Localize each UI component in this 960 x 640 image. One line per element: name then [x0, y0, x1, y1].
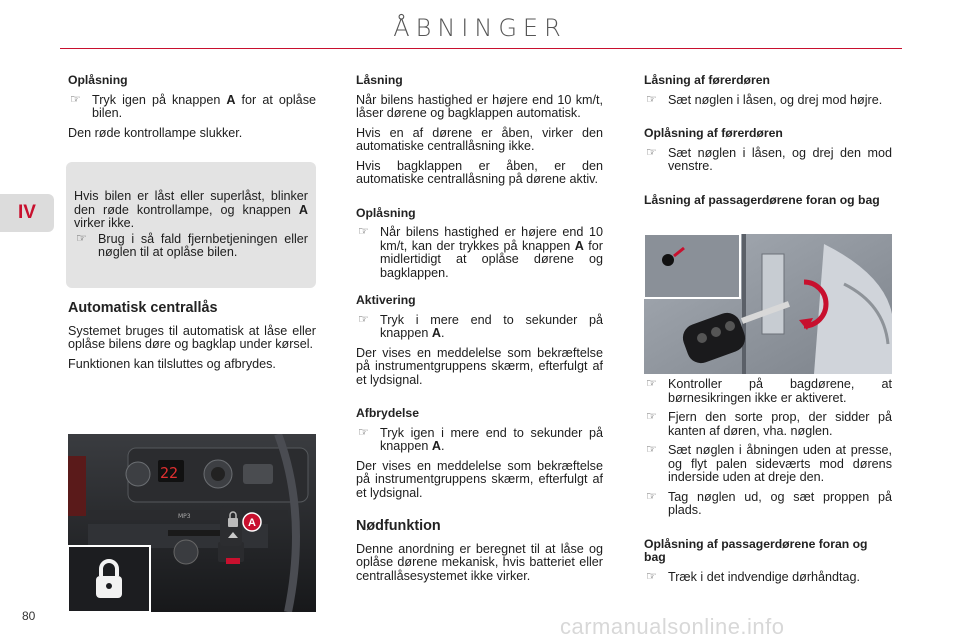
info-box — [66, 162, 316, 288]
deactivation-p: Der vises en meddelelse som bekræftelse på instrumentgruppens skærm, efterfulgt af et lydsignal. — [356, 458, 603, 500]
column-3 — [644, 74, 892, 213]
emergency-p: Denne anordning er beregnet til at låse og oplåse dørene mekanisk, hvis batteriet eller centrallåsesystemet ikke virker. — [356, 541, 603, 583]
column-1-lower — [68, 302, 316, 377]
header-divider — [60, 48, 902, 49]
bullet-driver-lock: ☞ Sæt nøglen i låsen, og drej mod højre. — [644, 94, 892, 108]
key-a: A — [574, 238, 584, 253]
dashboard-console-photo — [68, 434, 316, 612]
temperature-display: 22 — [160, 464, 179, 482]
heading-emergency: Nødfunktion — [356, 518, 441, 534]
heading-passenger-lock: Låsning af passagerdørene foran og bag — [644, 192, 880, 207]
info-text — [74, 190, 308, 231]
bullet-remove-plug: ☞ Fjern den sorte prop, der sidder på kanten af døren, vha. nøglen. — [644, 411, 892, 438]
heading-deactivation: Afbrydelse — [356, 406, 419, 420]
heading-passenger-unlock: Oplåsning af passagerdørene foran og bag — [644, 536, 868, 564]
text: Når bilens hastighed er højere end 10 km/t, kan der trykkes på knappen — [380, 225, 603, 253]
auto-p2: Funktionen kan tilsluttes og afbrydes. — [68, 356, 276, 371]
text: . — [440, 326, 445, 340]
text: . — [440, 439, 445, 453]
heading-unlocking: Oplåsning — [356, 205, 416, 220]
watermark: carmanualsonline.info — [560, 614, 785, 639]
text: Tryk igen i mere end to sekunder på knappen — [380, 425, 603, 453]
bullet-activation — [356, 314, 603, 341]
unlock-note: Den røde kontrollampe slukker. — [68, 125, 243, 140]
bullet-unlock — [68, 94, 316, 121]
bullet-deactivation — [356, 427, 603, 454]
page-number: 80 — [22, 609, 36, 623]
column-2 — [356, 74, 603, 589]
heading-locking: Låsning — [356, 73, 403, 87]
chapter-tab-label: IV — [18, 202, 36, 223]
bullet-passenger-unlock: ☞ Træk i det indvendige dørhåndtag. — [644, 571, 892, 585]
text: virker ikke. — [74, 216, 135, 230]
page-title: ÅBNINGER — [393, 14, 567, 42]
callout-a-label: A — [248, 517, 256, 529]
activation-p: Der vises en meddelelse som bekræftelse på instrumentgruppens skærm, efterfulgt af et lydsignal. — [356, 345, 603, 387]
radio-label: MP3 — [178, 513, 191, 520]
lock-p2: Hvis en af dørene er åben, virker den automatiske centrallåsning ikke. — [356, 125, 603, 153]
heading-auto-lock: Automatisk centrallås — [68, 300, 218, 316]
column-3-lower — [644, 378, 892, 590]
heading-unlock: Oplåsning — [68, 73, 128, 87]
key-a: A — [226, 92, 236, 107]
bullet-child-lock: ☞ Kontroller på bagdørene, at børnesikringen ikke er aktiveret. — [644, 378, 892, 405]
lock-p1: Når bilens hastighed er højere end 10 km/t, låser dørene og bagklappen automatisk. — [356, 92, 603, 120]
bullet-replace-plug: ☞ Tag nøglen ud, og sæt proppen på plads. — [644, 491, 892, 518]
key-a: A — [431, 326, 441, 340]
chapter-tab — [0, 194, 54, 232]
bullet-insert-key: ☞ Sæt nøglen i åbningen uden at presse, og flyt palen sideværts mod dørens inderside uden at dreje den. — [644, 444, 892, 485]
door-plug — [662, 254, 674, 266]
info-bullet: ☞ Brug i så fald fjernbetjeningen eller nøglen til at oplåse bilen. — [74, 233, 308, 260]
heading-activation: Aktivering — [356, 293, 416, 307]
auto-p1: Systemet bruges til automatisk at låse eller oplåse bilens døre og bagklap under kørsel. — [68, 323, 316, 351]
text: Hvis bilen er låst eller superlåst, blinker den røde kontrollampe, og knappen — [74, 189, 308, 217]
bullet-driver-unlock: ☞ Sæt nøglen i låsen, og drej den mod venstre. — [644, 147, 892, 174]
bullet-unlocking — [356, 226, 603, 280]
text: Tryk igen på knappen — [92, 92, 227, 107]
key-a: A — [431, 439, 441, 453]
key-a: A — [298, 202, 308, 217]
text: for midlertidigt at oplåse dørene og bagklappen. — [380, 238, 603, 280]
text: Tryk i mere end to sekunder på knappen — [380, 312, 603, 340]
column-1 — [68, 74, 316, 146]
door-key-photo — [644, 234, 892, 374]
heading-driver-unlock: Oplåsning af førerdøren — [644, 126, 783, 140]
heading-driver-lock: Låsning af førerdøren — [644, 73, 770, 87]
text: for at oplåse bilen. — [92, 92, 316, 120]
lock-p3: Hvis bagklappen er åben, er den automatiske centrallåsning på dørene aktiv. — [356, 158, 603, 186]
